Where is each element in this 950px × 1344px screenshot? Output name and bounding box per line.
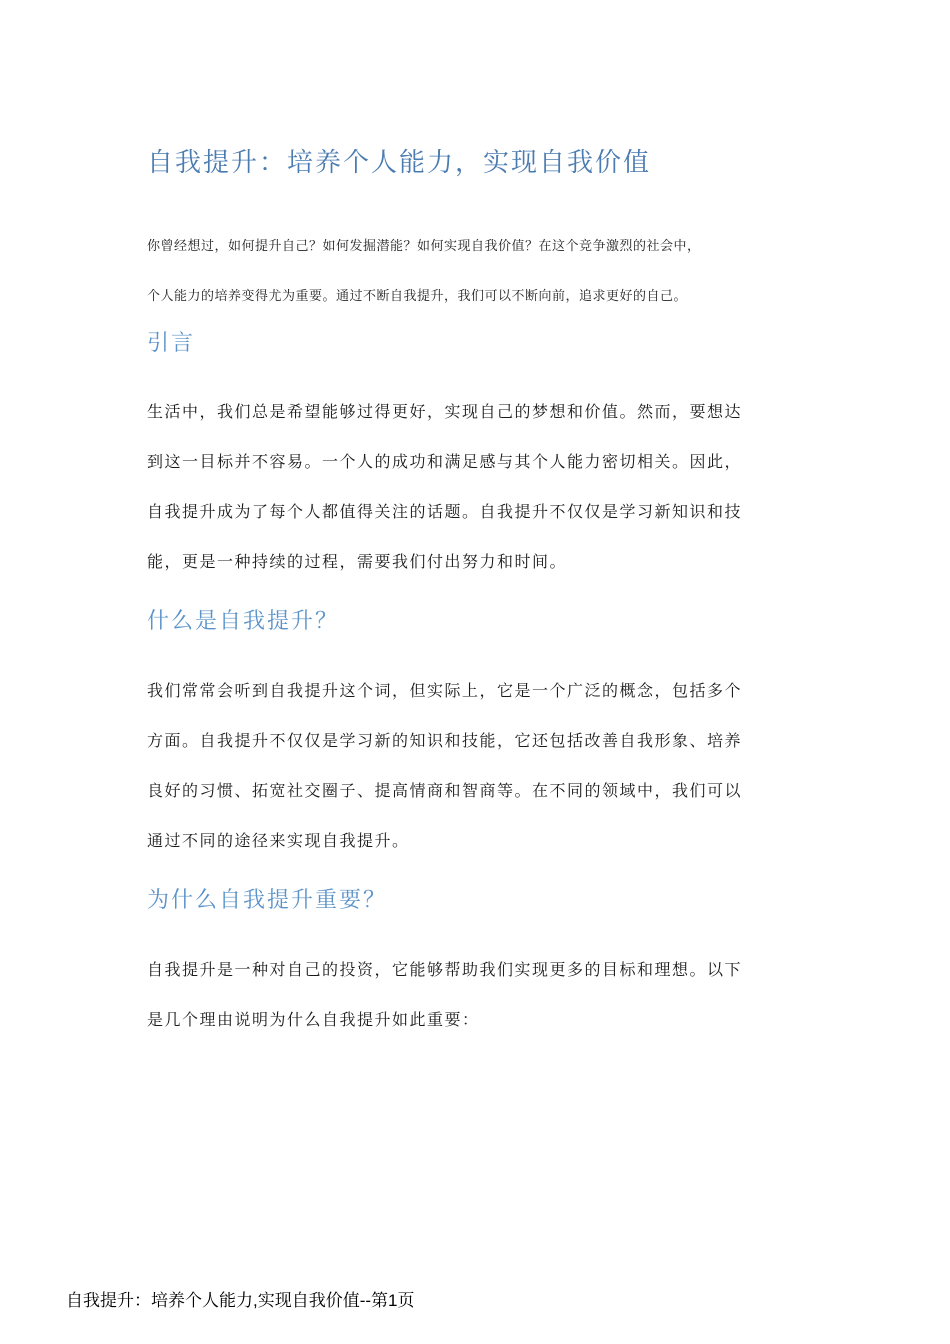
paragraph-line: 方面。自我提升不仅仅是学习新的知识和技能，它还包括改善自我形象、培养	[147, 731, 743, 750]
section-paragraph-why-important	[147, 945, 807, 1045]
page-footer: 自我提升：培养个人能力,实现自我价值--第1页	[66, 1291, 415, 1310]
section-paragraph-what-is	[147, 666, 807, 866]
intro-line: 个人能力的培养变得尤为重要。通过不断自我提升，我们可以不断向前，追求更好的自己。	[147, 289, 688, 304]
document-title: 自我提升：培养个人能力，实现自我价值	[147, 148, 652, 178]
section-paragraph-introduction	[147, 387, 807, 587]
paragraph-line: 到这一目标并不容易。一个人的成功和满足感与其个人能力密切相关。因此，	[147, 452, 743, 471]
paragraph-line: 生活中，我们总是希望能够过得更好，实现自己的梦想和价值。然而，要想达	[147, 402, 743, 421]
paragraph-line: 我们常常会听到自我提升这个词，但实际上，它是一个广泛的概念，包括多个	[147, 681, 743, 700]
section-heading-introduction: 引言	[147, 331, 196, 356]
intro-paragraph	[147, 222, 807, 322]
paragraph-line: 良好的习惯、拓宽社交圈子、提高情商和智商等。在不同的领域中，我们可以	[147, 781, 743, 800]
intro-line: 你曾经想过，如何提升自己？如何发掘潜能？如何实现自我价值？在这个竞争激烈的社会中，	[147, 239, 701, 254]
paragraph-line: 通过不同的途径来实现自我提升。	[147, 831, 410, 850]
paragraph-line: 自我提升成为了每个人都值得关注的话题。自我提升不仅仅是学习新知识和技	[147, 502, 743, 521]
section-heading-what-is: 什么是自我提升？	[147, 609, 340, 634]
paragraph-line: 是几个理由说明为什么自我提升如此重要：	[147, 1010, 480, 1029]
section-heading-why-important: 为什么自我提升重要？	[147, 888, 388, 913]
paragraph-line: 自我提升是一种对自己的投资，它能够帮助我们实现更多的目标和理想。以下	[147, 960, 743, 979]
paragraph-line: 能，更是一种持续的过程，需要我们付出努力和时间。	[147, 552, 568, 571]
